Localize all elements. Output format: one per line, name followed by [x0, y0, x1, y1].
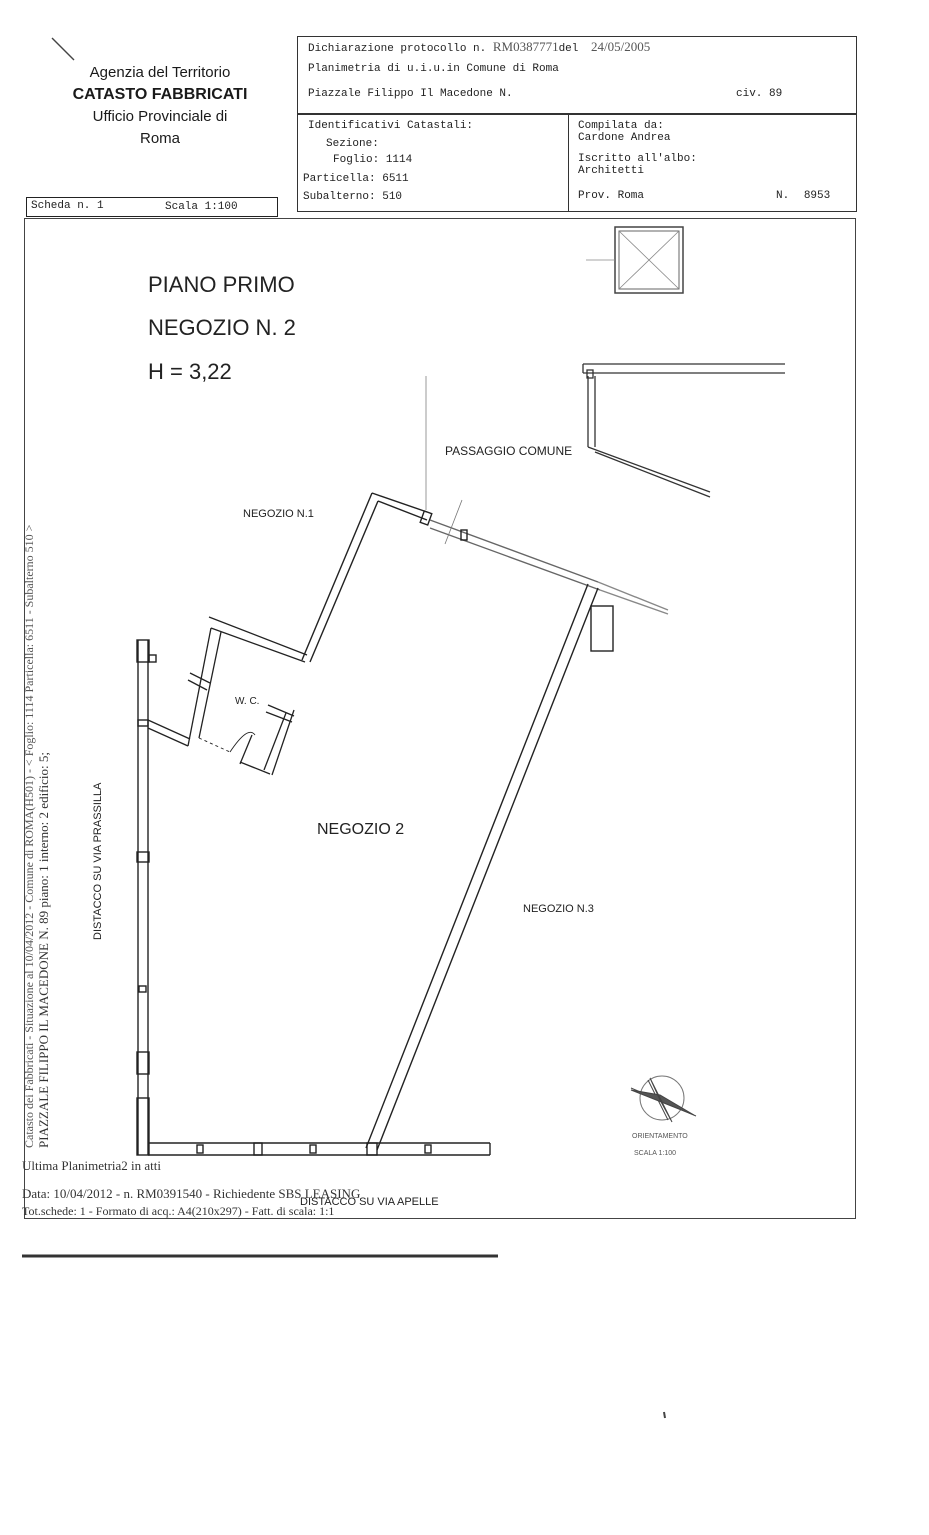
particella-label: Particella:: [303, 173, 376, 185]
address-line: Piazzale Filippo Il Macedone N.: [308, 88, 513, 100]
speck-mark: [664, 1412, 665, 1418]
compass-icon: [631, 1076, 696, 1122]
province-value: Prov. Roma: [578, 190, 645, 202]
main-room-label: NEGOZIO 2: [317, 821, 405, 838]
albo-label: Iscritto all'albo:: [578, 153, 697, 165]
scheda-number: Scheda n. 1: [31, 200, 104, 212]
office-label: Ufficio Provinciale di: [92, 108, 228, 125]
unit-title: NEGOZIO N. 2: [148, 315, 296, 340]
protocol-number: RM0387771: [492, 39, 559, 54]
identifiers-heading: Identificativi Catastali:: [308, 120, 474, 132]
wc-room: [148, 617, 307, 775]
catasto-title: CATASTO FABBRICATI: [72, 86, 248, 103]
height-label: H = 3,22: [148, 359, 232, 384]
scheda-scale: Scala 1:100: [165, 201, 238, 213]
bottom-street-label: DISTACCO SU VIA APELLE: [300, 1196, 439, 1208]
wc-label: W. C.: [235, 696, 260, 707]
orientation-label: ORIENTAMENTO: [632, 1133, 688, 1140]
stair-shaft-icon: [586, 227, 683, 293]
left-street-label: DISTACCO SU VIA PRASSILLA: [92, 782, 104, 940]
particella-value: 6511: [382, 173, 409, 185]
neighbor-shop-1-label: NEGOZIO N.1: [243, 508, 314, 520]
orientation-scale: SCALA 1:100: [634, 1150, 677, 1157]
side-stamp-line-2: PIAZZALE FILIPPO IL MACEDONE N. 89 piano: 1 interno: 2 edificio: 5;: [36, 752, 51, 1148]
passage-label: PASSAGGIO COMUNE: [445, 444, 573, 458]
registration-number: 8953: [803, 190, 831, 202]
agency-name: Agenzia del Territorio: [89, 64, 231, 81]
footer-request: Data: 10/04/2012 - n. RM0391540 - Richiedente SBS LEASING: [22, 1186, 361, 1201]
compiler-heading: Compilata da:: [578, 120, 664, 132]
corridor-wall: [583, 364, 785, 497]
civic-number: civ. 89: [736, 88, 783, 100]
protocol-prefix: Dichiarazione protocollo n.: [308, 43, 487, 55]
foglio-label: Foglio:: [333, 154, 380, 166]
registration-label: N.: [776, 190, 790, 202]
side-stamp-line-1: Catasto dei Fabbricati - Situazione al 10/04/2012 - Comune di ROMA(H501) - < Foglio: 1114 Particella: 6511 - Subalterno 510 >: [22, 524, 36, 1148]
sezione-label: Sezione:: [326, 138, 379, 150]
subalterno-label: Subalterno:: [303, 191, 376, 203]
subalterno-value: 510: [382, 191, 403, 203]
compiler-name: Cardone Andrea: [578, 132, 671, 144]
neighbor-shop-3-label: NEGOZIO N.3: [523, 903, 594, 915]
footer-last-planimetry: Ultima Planimetria2 in atti: [22, 1158, 162, 1173]
footer-format: Tot.schede: 1 - Formato di acq.: A4(210x297) - Fatt. di scala: 1:1: [22, 1204, 335, 1218]
protocol-date: 24/05/2005: [591, 39, 651, 54]
profession-value: Architetti: [578, 165, 645, 177]
floor-title: PIANO PRIMO: [148, 272, 295, 297]
foglio-value: 1114: [385, 154, 413, 166]
protocol-del: del: [558, 43, 579, 55]
planimetry-line: Planimetria di u.i.u.in Comune di Roma: [308, 63, 559, 75]
office-city: Roma: [139, 130, 180, 147]
